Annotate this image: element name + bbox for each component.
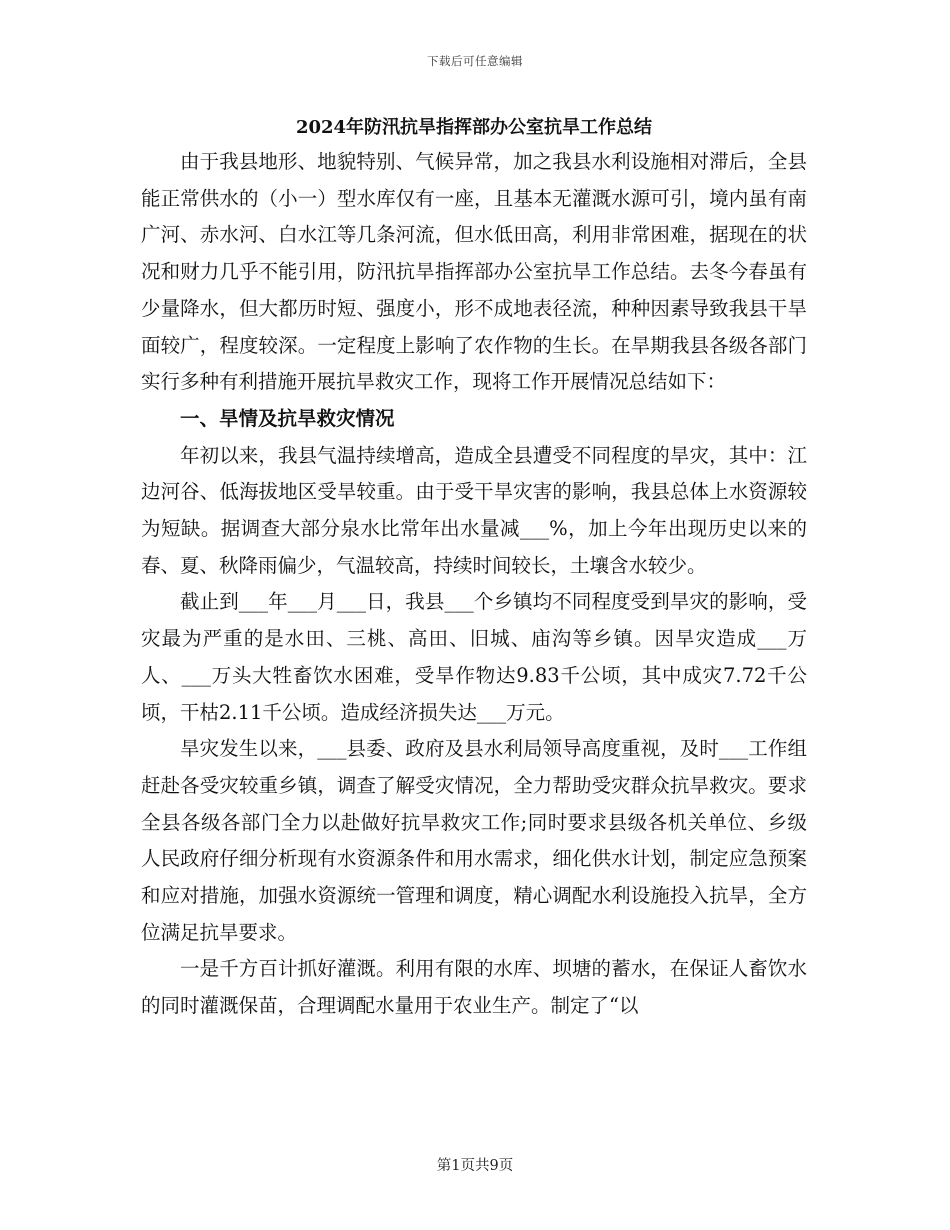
page-number-footer: 第1页共9页: [436, 1158, 514, 1174]
paragraph-disaster-statistics: 截止到___年___月___日，我县___个乡镇均不同程度受到旱灾的影响，受灾最为严重的是水田、三桃、高田、旧城、庙沟等乡镇。因旱灾造成___万人、___万头大牲畜饮水困难，受旱作物达9.83千公顷，其中成灾7.72千公顷，干枯2.11千公顷。造成经济损失达___万元。: [141, 590, 807, 724]
paragraph-irrigation-measures: 一是千方百计抓好灌溉。利用有限的水库、坝塘的蓄水，在保证人畜饮水的同时灌溉保苗，合理调配水量用于农业生产。制定了“以: [141, 957, 807, 1018]
paragraph-drought-situation: 年初以来，我县气温持续增高，造成全县遭受不同程度的旱灾，其中：江边河谷、低海拔地区受旱较重。由于受干旱灾害的影响，我县总体上水资源较为短缺。据调查大部分泉水比常年出水量减___%，加上今年出现历史以来的春、夏、秋降雨偏少，气温较高，持续时间较长，土壤含水较少。: [141, 443, 807, 577]
section-heading-drought: 一、旱情及抗旱救灾情况: [180, 406, 395, 430]
document-title: 2024年防汛抗旱指挥部办公室抗旱工作总结: [295, 117, 653, 138]
header-note: 下载后可任意编辑: [427, 54, 523, 68]
paragraph-intro: 由于我县地形、地貌特别、气候异常，加之我县水利设施相对滞后，全县能正常供水的（小一）型水库仅有一座，且基本无灌溉水源可引，境内虽有南广河、赤水河、白水江等几条河流，但水低田高，利用非常困难，据现在的状况和财力几乎不能引用，防汛抗旱指挥部办公室抗旱工作总结。去冬今春虽有少量降水，但大都历时短、强度小，形不成地表径流，种种因素导致我县干旱面较广，程度较深。一定程度上影响了农作物的生长。在旱期我县各级各部门实行多种有利措施开展抗旱救灾工作，现将工作开展情况总结如下：: [141, 150, 807, 394]
paragraph-government-response: 旱灾发生以来，___县委、政府及县水利局领导高度重视，及时___工作组赶赴各受灾较重乡镇，调查了解受灾情况，全力帮助受灾群众抗旱救灾。要求全县各级各部门全力以赴做好抗旱救灾工作;同时要求县级各机关单位、乡级人民政府仔细分析现有水资源条件和用水需求，细化供水计划，制定应急预案和应对措施，加强水资源统一管理和调度，精心调配水利设施投入抗旱，全方位满足抗旱要求。: [141, 737, 807, 944]
document-body: [141, 112, 807, 1025]
